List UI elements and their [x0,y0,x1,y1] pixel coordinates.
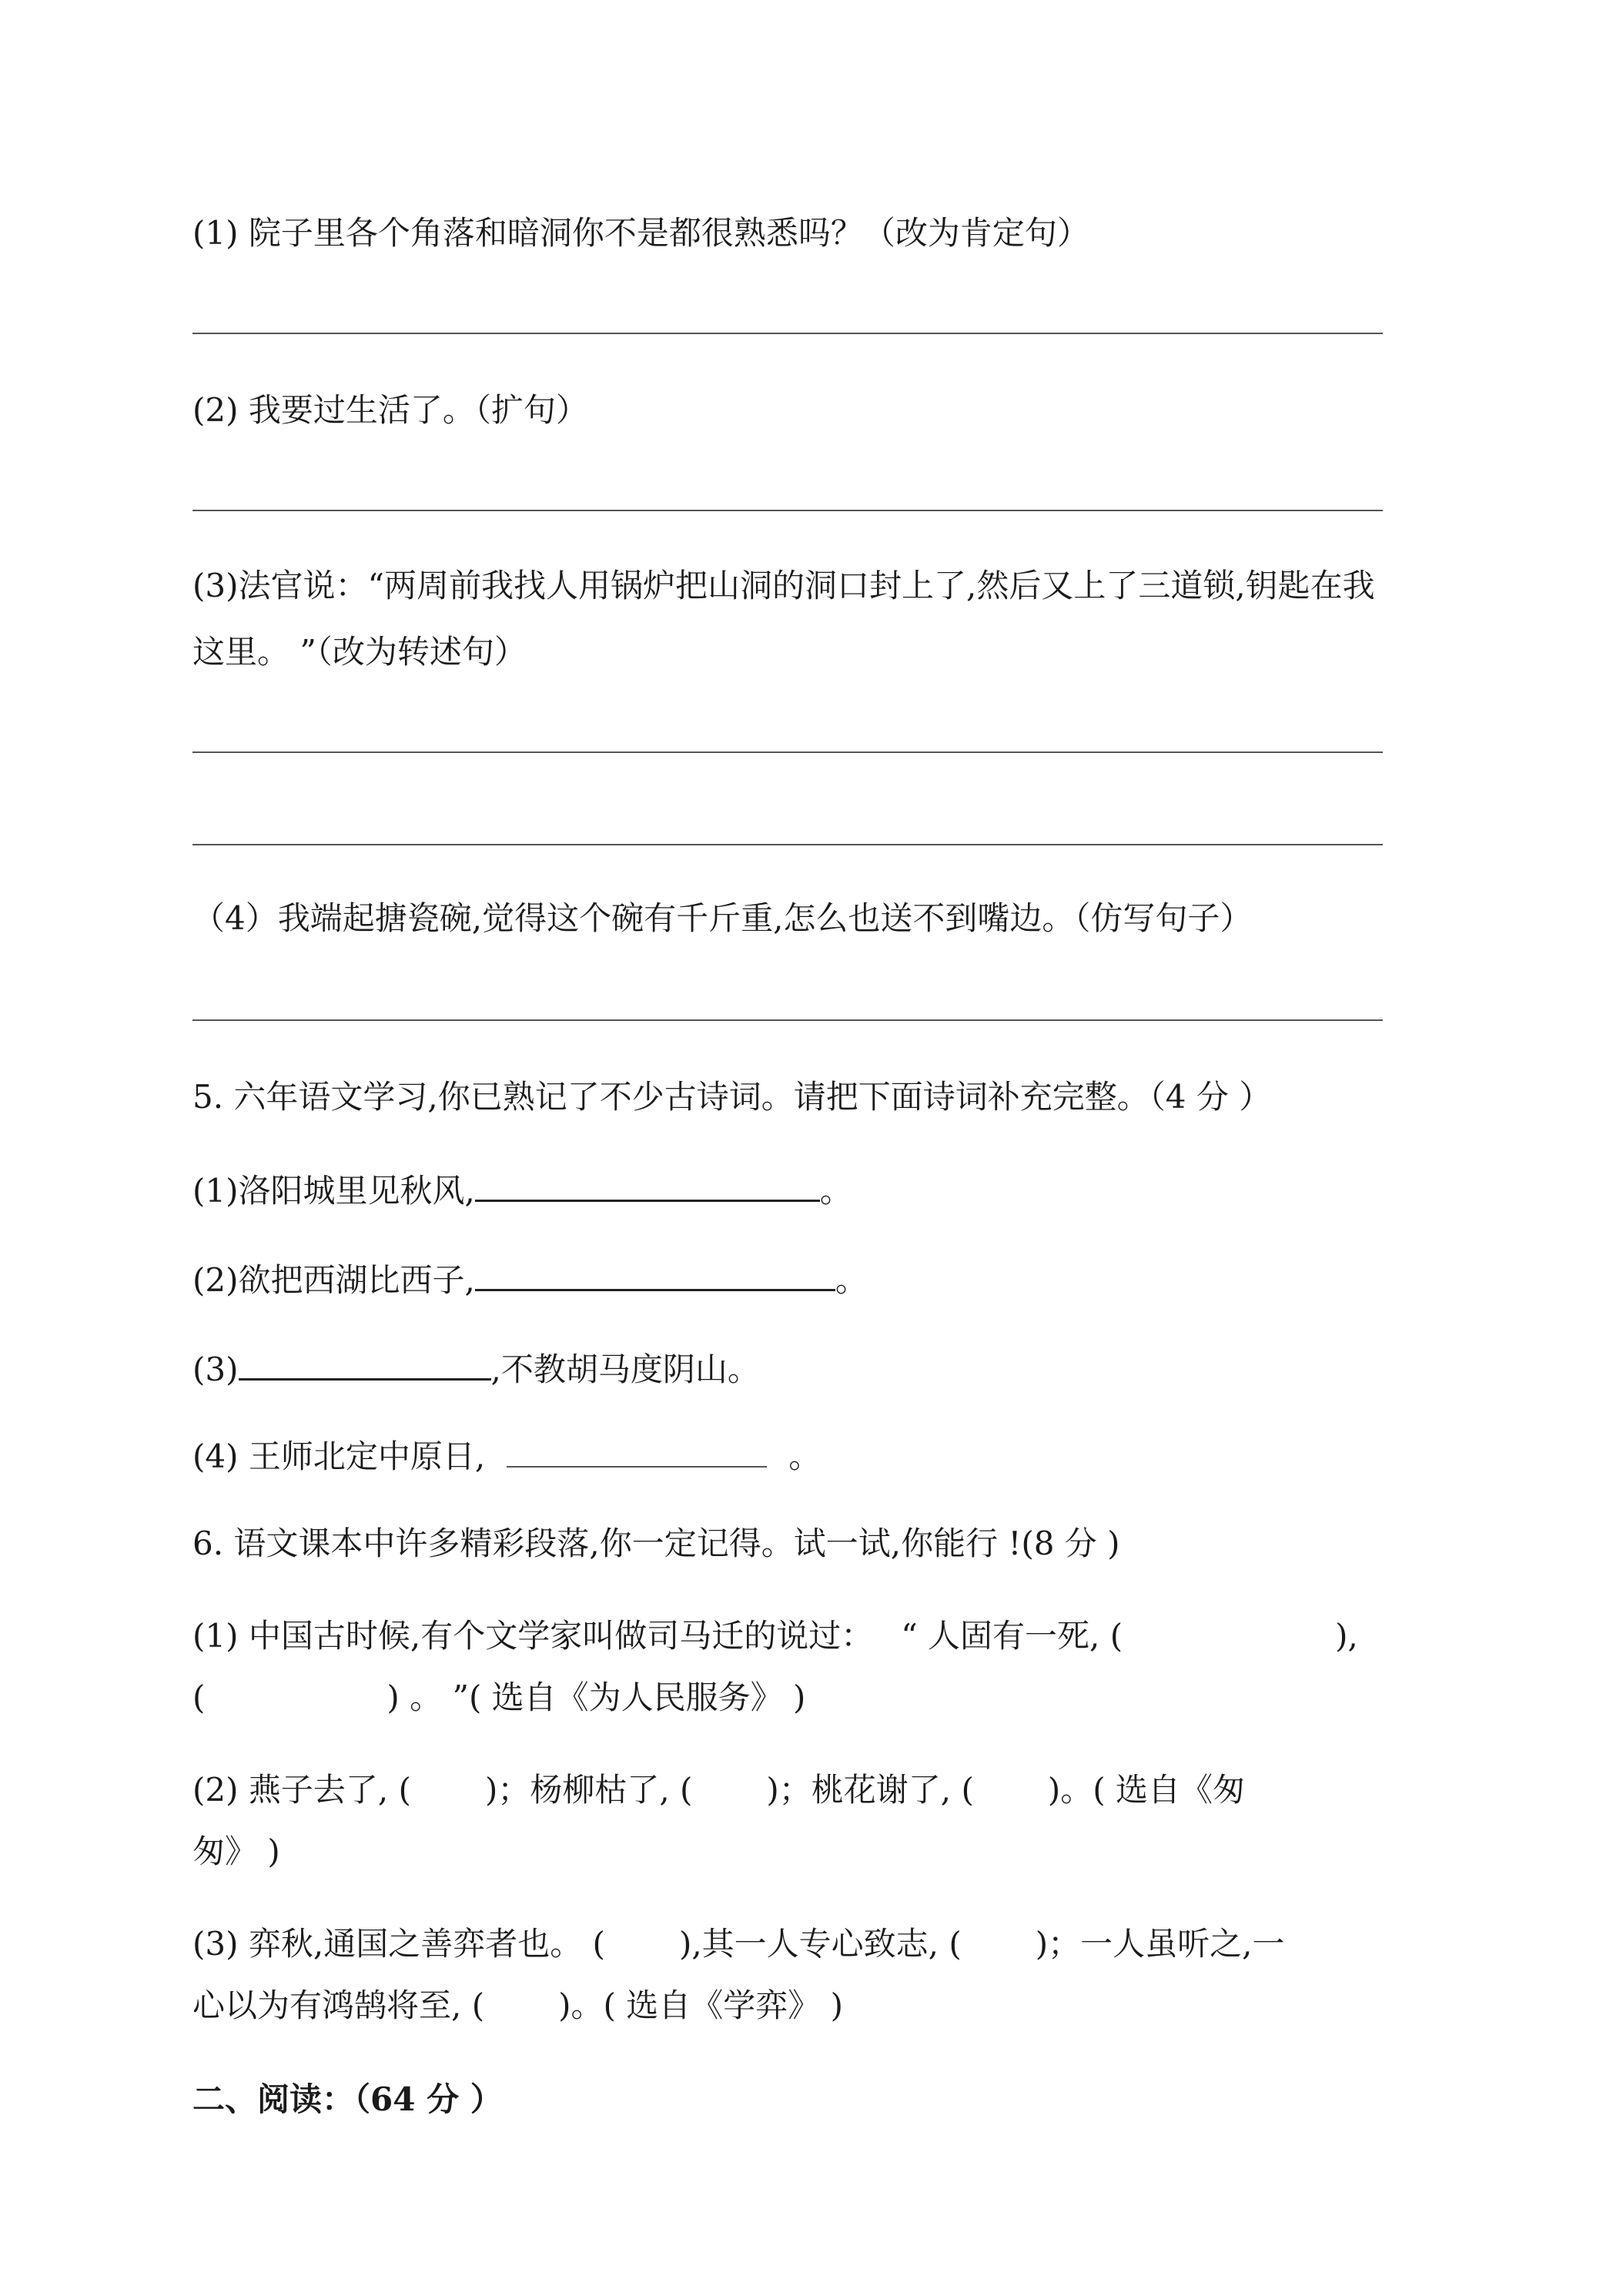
q5-title: 5. 六年语文学习,你已熟记了不少古诗词。请把下面诗词补充完整。（4 分 ） [192,1078,1272,1116]
q6-p1-open: ( [192,1678,206,1716]
q5-line-2-prefix: (2)欲把西湖比西子, [192,1261,475,1299]
q6-part-3-line1 [192,1925,1285,1963]
q5-line-3 [192,1352,760,1386]
q6-p2-a: (2) 燕子去了, ( [192,1771,411,1809]
answer-line-1[interactable] [192,333,1383,334]
q6-part-1-line1 [192,1617,1358,1655]
q5-line-2-suffix: 。 [835,1261,868,1299]
q6-p2-b: )；杨柳枯了, ( [484,1771,693,1809]
q5-line-4-suffix: 。 [788,1438,822,1475]
q6-p3-b: ),其一人专心致志, ( [678,1925,962,1963]
q6-part-2-line2: 匆》 ) [192,1832,280,1870]
q6-p1-close: ), [1335,1617,1358,1655]
q6-part-2-line1 [192,1771,1246,1809]
q6-p1-intro: (1) 中国古时候,有个文学家叫做司马迁的说过： [192,1617,874,1655]
answer-line-3b[interactable] [192,844,1383,845]
answer-line-3a[interactable] [192,751,1383,753]
sentence-2: (2) 我要过生活了。（扩句） [192,391,588,429]
q5-line-4 [192,1440,821,1473]
q6-p1-source: ) 。 ”( 选自《为人民服务》 ) [387,1678,806,1716]
q6-p2-d: )。( 选自《匆 [1047,1771,1246,1809]
q6-p1-quote: “ 人固有一死, ( [901,1617,1123,1655]
section-2-heading: 二、阅读：（64 分 ） [192,2080,503,2118]
q5-line-3-suffix: ,不教胡马度阴山。 [490,1350,760,1388]
q6-title: 6. 语文课本中许多精彩段落,你一定记得。试一试,你能行 !(8 分 ) [192,1525,1120,1562]
fill-blank-2[interactable] [475,1263,835,1291]
q6-part-3-line2 [192,1986,843,2024]
q6-p3-d: 心以为有鸿鹄将至, ( [192,1986,485,2024]
sentence-4: （4）我端起搪瓷碗,觉得这个碗有千斤重,怎么也送不到嘴边。（仿写句子） [192,899,1253,937]
sentence-3-line2: 这里。 ”（改为转述句） [192,633,527,671]
q5-line-2 [192,1263,868,1297]
q5-line-1-prefix: (1)洛阳城里见秋风, [192,1172,475,1210]
fill-blank-3[interactable] [239,1352,491,1381]
fill-blank-4[interactable] [507,1440,767,1468]
q6-p3-a: (3) 弈秋,通国之善弈者也。 ( [192,1925,605,1963]
q6-p2-c: )；桃花谢了, ( [766,1771,974,1809]
q6-part-1-line2 [192,1678,806,1716]
q5-line-1 [192,1172,852,1210]
q6-p3-e: )。( 选自《学弈》 ) [558,1986,843,2024]
sentence-1: (1) 院子里各个角落和暗洞你不是都很熟悉吗？（改为肯定句） [192,214,1089,252]
fill-blank-1[interactable] [475,1173,820,1202]
sentence-3-line1: (3)法官说：“两周前我找人用锅炉把山洞的洞口封上了,然后又上了三道锁,钥匙在我 [192,567,1375,604]
answer-line-2[interactable] [192,510,1383,511]
q5-line-4-prefix: (4) 王师北定中原日, [192,1438,486,1475]
q5-line-1-suffix: 。 [819,1172,852,1210]
q6-p3-c: )；一人虽听之,一 [1035,1925,1285,1963]
answer-line-4[interactable] [192,1019,1383,1021]
q5-line-3-prefix: (3) [192,1350,239,1388]
